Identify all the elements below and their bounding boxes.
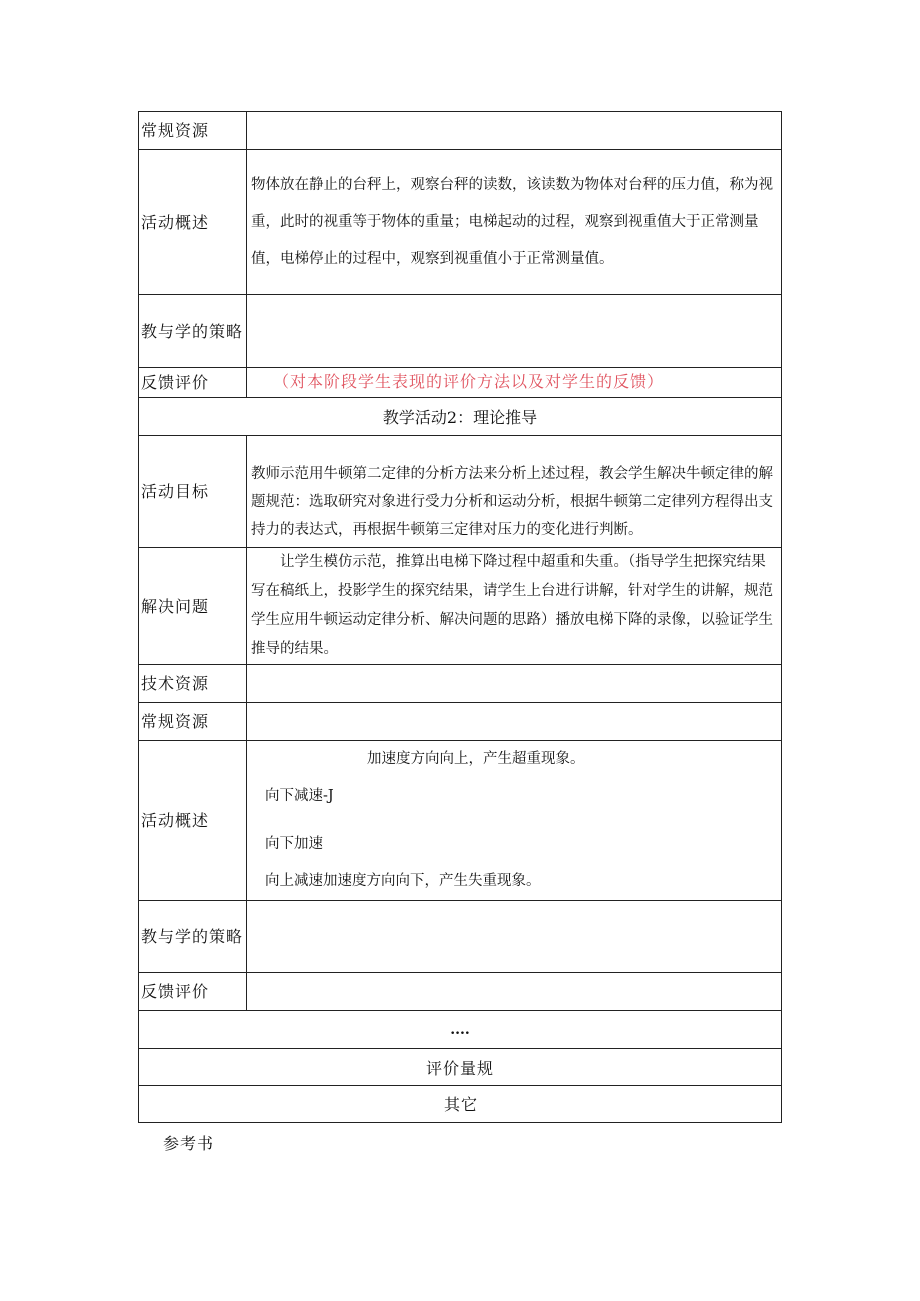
solve-problem-text: 让学生模仿示范，推算出电梯下降过程中超重和失重。（指导学生把探究结果写在稿纸上，投影学生的探究结果，请学生上台进行讲解，针对学生的讲解，规范学生应用牛顿运动定律分析、解决问题的思路）播放电梯下降的录像，以验证学生推导的结果。: [247, 548, 782, 665]
feedback2-label: 反馈评价: [139, 973, 247, 1011]
regular-resources2-value: [247, 703, 782, 741]
activity-goal-text: 教师示范用牛顿第二定律的分析方法来分析上述过程，教会学生解决牛顿定律的解题规范：选取研究对象进行受力分析和运动分析，根据牛顿第二定律列方程得出支持力的表达式，再根据牛顿第三定律对压力的变化进行判断。: [247, 436, 782, 548]
ellipsis-text: ....: [139, 1011, 782, 1049]
overview-line-3: 向下加速: [265, 836, 323, 852]
overview-line-4: 向上减速加速度方向向下，产生失重现象。: [265, 873, 541, 889]
tech-resources-row: [139, 665, 782, 703]
overview-line-1: 加速度方向向上，产生超重现象。: [367, 751, 585, 767]
strategy-label: 教与学的策略: [139, 295, 247, 368]
feedback-note: （对本阶段学生表现的评价方法以及对学生的反馈）: [273, 372, 665, 391]
solve-problem-label: 解决问题: [139, 548, 247, 665]
ellipsis-row: [139, 1011, 782, 1049]
strategy2-value: [247, 901, 782, 973]
regular-resources2-label: 常规资源: [139, 703, 247, 741]
rubric-heading: 评价量规: [139, 1049, 782, 1086]
lesson-plan-table: [138, 111, 782, 1123]
activity-goal-label: 活动目标: [139, 436, 247, 548]
solve-problem-row: [139, 548, 782, 665]
strategy2-label: 教与学的策略: [139, 901, 247, 973]
tech-resources-label: 技术资源: [139, 665, 247, 703]
tech-resources-value: [247, 665, 782, 703]
strategy-value: [247, 295, 782, 368]
activity-goal-row: [139, 436, 782, 548]
reference-label: 参考书: [163, 1134, 215, 1153]
other-heading: 其它: [444, 1095, 479, 1114]
activity-overview-row: [139, 150, 782, 295]
activity-overview2-content: [247, 741, 782, 901]
activity-overview-text: 物体放在静止的台秤上，观察台秤的读数，该读数为物体对台秤的压力值，称为视重，此时的视重等于物体的重量；电梯起动的过程，观察到视重值大于正常测量值，电梯停止的过程中，观察到视重值小于正常测量值。: [247, 150, 782, 295]
activity2-heading-row: [139, 398, 782, 436]
overview-line-2: 向下减速-J: [265, 788, 334, 804]
feedback-label: 反馈评价: [139, 368, 247, 398]
feedback2-row: [139, 973, 782, 1011]
strategy2-row: [139, 901, 782, 973]
activity-overview-label: 活动概述: [139, 150, 247, 295]
feedback2-value: [247, 973, 782, 1011]
activity-overview2-row: [139, 741, 782, 901]
regular-resources-row: [139, 112, 782, 150]
regular-resources-value: [247, 112, 782, 150]
rubric-heading-row: [139, 1049, 782, 1086]
activity-overview2-label: 活动概述: [139, 741, 247, 901]
strategy-row: [139, 295, 782, 368]
activity2-heading: 教学活动2：理论推导: [139, 398, 782, 436]
regular-resources-label: 常规资源: [139, 112, 247, 150]
feedback-row: [139, 368, 782, 398]
lesson-plan-document: [138, 111, 782, 1123]
regular-resources2-row: [139, 703, 782, 741]
